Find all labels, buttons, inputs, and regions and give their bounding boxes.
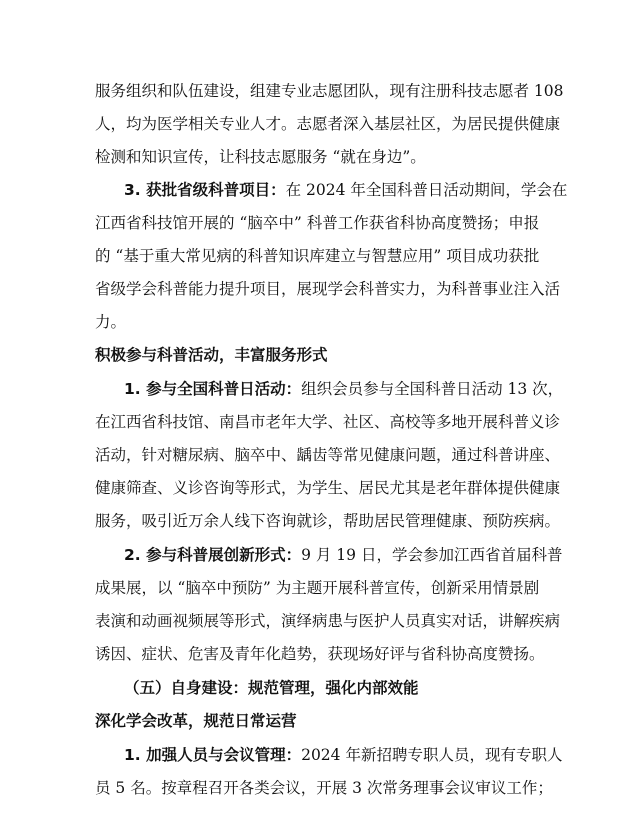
list-item-line [124, 546, 562, 564]
list-item-line [124, 746, 562, 764]
paragraph-line: 力。 [95, 313, 127, 331]
paragraph-line: 员 5 名。按章程召开各类会议，开展 3 次常务理事会议审议工作； [95, 779, 553, 797]
paragraph-line: 成果展，以 “脑卒中预防” 为主题开展科普宣传，创新采用情景剧 [95, 579, 540, 597]
list-item-line [124, 380, 563, 398]
section-heading: 深化学会改革，规范日常运营 [95, 712, 297, 730]
item-label: 2. 参与科普展创新形式： [124, 546, 302, 564]
item-label: 1. 加强人员与会议管理： [124, 746, 302, 764]
paragraph-line: 的 “基于重大常见病的科普知识库建立与智慧应用” 项目成功获批 [95, 247, 540, 265]
paragraph-line: 省级学会科普能力提升项目，展现学会科普实力，为科普事业注入活 [95, 280, 561, 298]
paragraph-line: 表演和动画视频展等形式，演绎病患与医护人员真实对话，讲解疾病 [95, 612, 561, 630]
item-text: 组织会员参与全国科普日活动 13 次， [301, 380, 564, 398]
item-text: 9 月 19 日，学会参加江西省首届科普 [301, 546, 563, 564]
chapter-heading: （五）自身建设：规范管理，强化内部效能 [124, 679, 419, 697]
paragraph-line: 诱因、症状、危害及青年化趋势，获现场好评与省科协高度赞扬。 [95, 645, 545, 663]
paragraph-line: 人，均为医学相关专业人才。志愿者深入基层社区，为居民提供健康 [95, 115, 561, 133]
item-text: 2024 年新招聘专职人员，现有专职人 [301, 746, 563, 764]
paragraph-line: 服务组织和队伍建设，组建专业志愿团队，现有注册科技志愿者 108 [95, 82, 564, 100]
paragraph-line: 在江西省科技馆、南昌市老年大学、社区、高校等多地开展科普义诊 [95, 413, 561, 431]
paragraph-line: 江西省科技馆开展的 “脑卒中” 科普工作获省科协高度赞扬；申报 [95, 214, 540, 232]
section-heading: 积极参与科普活动，丰富服务形式 [95, 346, 328, 364]
paragraph-line: 活动，针对糖尿病、脑卒中、龋齿等常见健康问题，通过科普讲座、 [95, 446, 561, 464]
item-label: 1. 参与全国科普日活动： [124, 380, 302, 398]
paragraph-line: 检测和知识宣传，让科技志愿服务 “就在身边”。 [95, 148, 426, 166]
item-text: 在 2024 年全国科普日活动期间，学会在 [285, 181, 568, 199]
item-label: 3. 获批省级科普项目： [124, 181, 286, 199]
list-item-line [124, 181, 567, 199]
paragraph-line: 健康筛查、义诊咨询等形式，为学生、居民尤其是老年群体提供健康 [95, 479, 561, 497]
paragraph-line: 服务，吸引近万余人线下咨询就诊，帮助居民管理健康、预防疾病。 [95, 512, 561, 530]
